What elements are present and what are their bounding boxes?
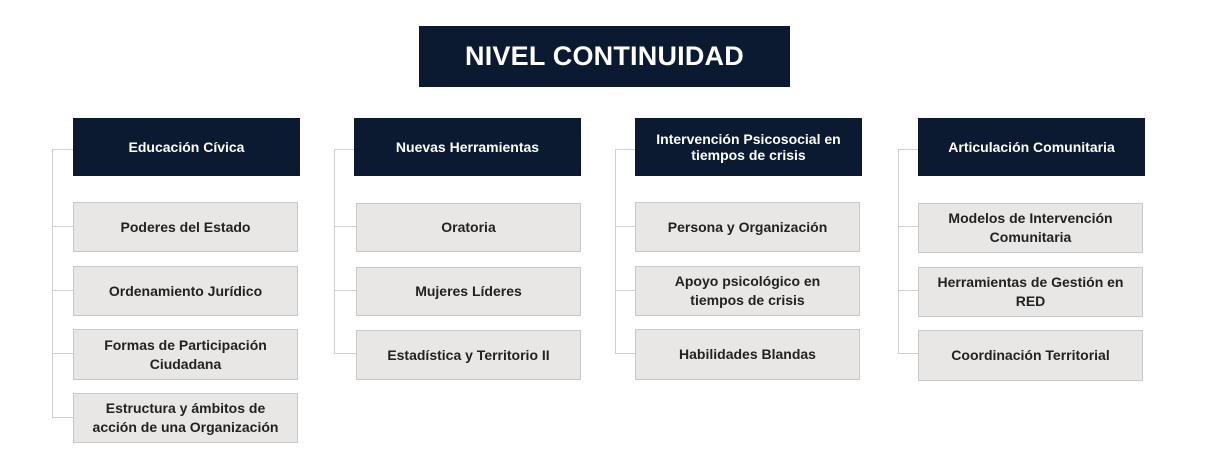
- connector-branch: [52, 149, 73, 150]
- column-header-label: Articulación Comunitaria: [948, 139, 1115, 155]
- column-header: [73, 118, 300, 176]
- connector-branch: [898, 290, 918, 291]
- list-item-label: Coordinación Territorial: [951, 347, 1110, 363]
- list-item: [73, 266, 298, 316]
- list-item-label: Poderes del Estado: [120, 218, 251, 235]
- connector-branch: [898, 149, 918, 150]
- connector-branch: [52, 417, 73, 418]
- connector-branch: [52, 353, 73, 354]
- column-header: [354, 118, 581, 176]
- column-header: [918, 118, 1145, 176]
- list-item: [73, 329, 298, 380]
- connector-trunk: [615, 149, 616, 353]
- list-item-label: Habilidades Blandas: [679, 346, 816, 362]
- list-item-label: Oratoria: [441, 219, 496, 235]
- connector-branch: [898, 226, 918, 227]
- list-item: [356, 330, 581, 380]
- diagram-title-text: NIVEL CONTINUIDAD: [465, 41, 744, 71]
- list-item: [635, 266, 860, 316]
- list-item: [635, 329, 860, 380]
- list-item: [356, 267, 581, 316]
- list-item: [356, 203, 581, 252]
- list-item-label: Herramientas de Gestión en RED: [937, 274, 1124, 309]
- connector-branch: [898, 353, 918, 354]
- list-item-label: Formas de Participación Ciudadana: [104, 336, 267, 372]
- connector-trunk: [52, 149, 53, 418]
- list-item-label: Apoyo psicológico en tiempos de crisis: [674, 273, 821, 308]
- connector-branch: [334, 149, 354, 150]
- connector-branch: [334, 290, 356, 291]
- list-item: [73, 393, 298, 443]
- list-item-label: Mujeres Líderes: [415, 283, 522, 299]
- list-item-label: Ordenamiento Jurídico: [108, 282, 263, 299]
- connector-trunk: [898, 149, 899, 354]
- connector-branch: [615, 290, 635, 291]
- list-item-label: Modelos de Intervención Comunitaria: [948, 210, 1113, 245]
- connector-branch: [615, 149, 635, 150]
- list-item: [73, 202, 298, 252]
- list-item-label: Persona y Organización: [667, 218, 828, 235]
- connector-branch: [52, 290, 73, 291]
- column-header-label: Educación Cívica: [128, 139, 245, 155]
- list-item: [635, 202, 860, 252]
- connector-branch: [615, 353, 635, 354]
- list-item: [918, 330, 1143, 381]
- connector-branch: [334, 226, 356, 227]
- connector-branch: [52, 226, 73, 227]
- connector-trunk: [334, 149, 335, 354]
- connector-branch: [615, 226, 635, 227]
- column-header-label: Nuevas Herramientas: [395, 139, 540, 155]
- diagram-title: [419, 26, 790, 87]
- column-header: [635, 118, 862, 176]
- list-item-label: Estructura y ámbitos de acción de una Organización: [92, 400, 279, 435]
- list-item: [918, 267, 1143, 317]
- connector-branch: [334, 353, 356, 354]
- column-header-label: Intervención Psicosocial en tiempos de crisis: [656, 131, 841, 163]
- list-item: [918, 203, 1143, 253]
- list-item-label: Estadística y Territorio II: [387, 346, 550, 363]
